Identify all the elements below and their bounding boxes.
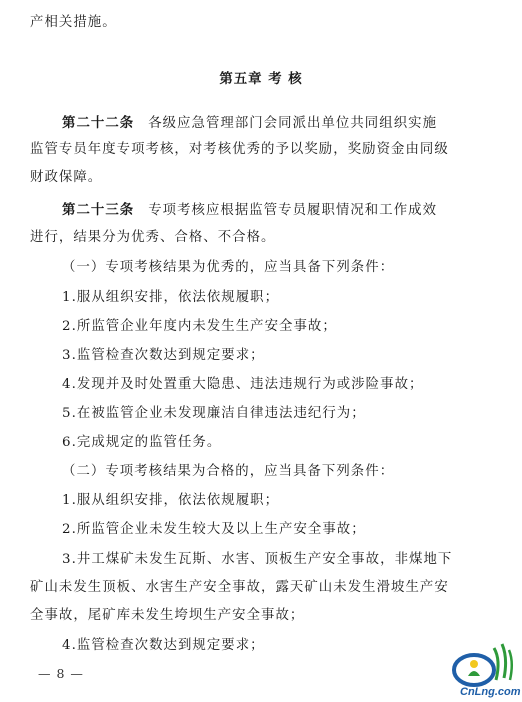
article-22-line-1: [62, 114, 522, 133]
text-line: 进行，结果分为优秀、合格、不合格。: [30, 230, 276, 245]
text-line: 全事故，尾矿库未发生垮坝生产安全事故；: [30, 608, 305, 623]
article-22-text: 各级应急管理部门会同派出单位共同组织实施: [148, 116, 438, 131]
list-item: 1.服从组织安排，依法依规履职；: [62, 493, 280, 508]
list-item: 2.所监管企业年度内未发生生产安全事故；: [62, 319, 337, 334]
list-item: 3.井工煤矿未发生瓦斯、水害、顶板生产安全事故，非煤地下: [62, 552, 453, 567]
list-item: 2.所监管企业未发生较大及以上生产安全事故；: [62, 522, 366, 537]
list-item: 4.发现并及时处置重大隐患、违法违规行为或涉险事故；: [62, 377, 424, 392]
list-item: 6.完成规定的监管任务。: [62, 435, 222, 450]
list-item: 4.监管检查次数达到规定要求；: [62, 638, 265, 653]
article-23-text: 专项考核应根据监管专员履职情况和工作成效: [148, 203, 438, 218]
list-item: 5.在被监管企业未发现廉洁自律违法违纪行为；: [62, 406, 366, 421]
list-item: 3.监管检查次数达到规定要求；: [62, 348, 265, 363]
article-22-heading: 第二十二条: [62, 115, 135, 131]
section-heading: （二）专项考核结果为合格的，应当具备下列条件：: [62, 464, 395, 479]
text-line: 矿山未发生顶板、水害生产安全事故，露天矿山未发生滑坡生产安: [30, 580, 449, 595]
text-line: 监管专员年度专项考核，对考核优秀的予以奖励，奖励资金由同级: [30, 142, 449, 157]
list-item: 1.服从组织安排，依法依规履职；: [62, 290, 280, 305]
article-23-heading: 第二十三条: [62, 202, 135, 218]
section-heading: （一）专项考核结果为优秀的，应当具备下列条件：: [62, 260, 395, 275]
article-23-line-1: [62, 201, 522, 220]
page-number: — 8 —: [38, 666, 84, 681]
text-line: 财政保障。: [30, 170, 103, 185]
watermark-text: CnLng.com: [460, 686, 521, 698]
chapter-title: 第五章 考 核: [219, 71, 303, 87]
text-line: 产相关措施。: [30, 15, 117, 30]
